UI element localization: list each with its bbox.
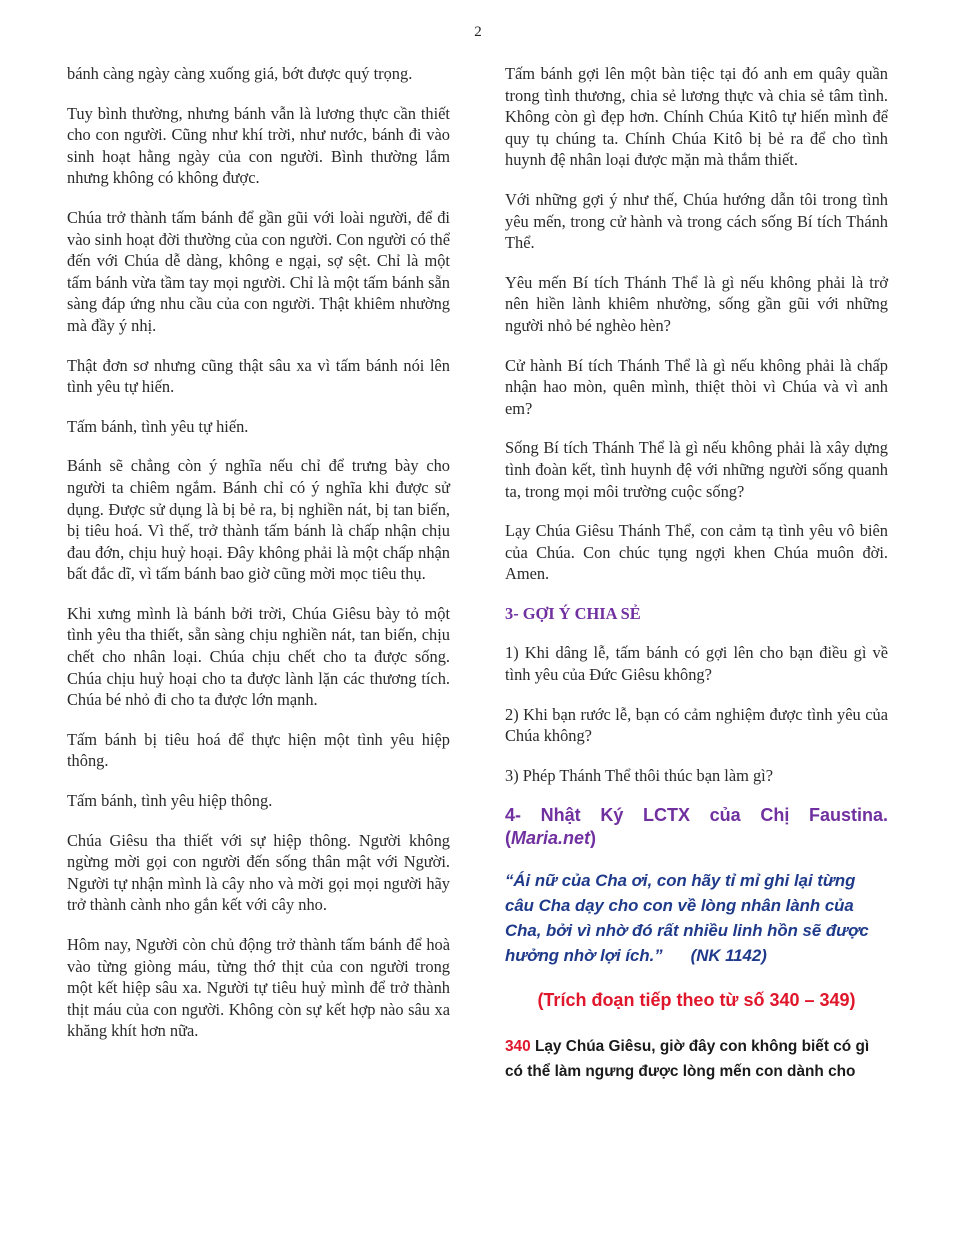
right-paragraph: Sống Bí tích Thánh Thể là gì nếu không phải là xây dựng tình đoàn kết, tình huynh đệ với những người sống quanh ta, trong mọi môi trường cuộc sống? <box>505 438 888 501</box>
left-paragraph: Tấm bánh bị tiêu hoá để thực hiện một tình yêu hiệp thông. <box>67 729 450 771</box>
excerpt-note: (Trích đoạn tiếp theo từ số 340 – 349) <box>537 990 856 1011</box>
left-paragraph: Tấm bánh, tình yêu hiệp thông. <box>67 791 273 811</box>
left-paragraph: Chúa trở thành tấm bánh để gần gũi với loài người, để đi vào sinh hoạt đời thường của con người. Con người có thể đến với Chúa dễ dàng, không e ngại, sợ sệt. Chỉ là một tấm bánh vừa tầm tay mọi người. Chỉ là một tấm bánh sẵn sàng đáp ứng nhu cầu của con người. Thật khiêm nhường mà đầy ý nhị. <box>67 207 450 335</box>
question-item: 3) Phép Thánh Thể thôi thúc bạn làm gì? <box>505 765 773 785</box>
quote-reference: (NK 1142) <box>690 946 767 966</box>
right-paragraph: Lạy Chúa Giêsu Thánh Thể, con cảm tạ tình yêu vô biên của Chúa. Con chúc tụng ngợi khen Chúa muôn đời. Amen. <box>505 521 888 584</box>
diary-quote <box>505 868 888 968</box>
left-paragraph: bánh càng ngày càng xuống giá, bớt được quý trọng. <box>67 64 413 83</box>
right-paragraph: Yêu mến Bí tích Thánh Thể là gì nếu không phải là trở nên hiền lành khiêm nhường, sống gần gũi với những người nhỏ bé nghèo hèn? <box>505 272 888 335</box>
left-paragraph: Chúa Giêsu tha thiết với sự hiệp thông. Người không ngừng mời gọi con người đến sống thân mật với Người. Người tự nhận mình là cây nho và mời gọi mọi người hãy trở thành cành nho gắn kết với cây nho. <box>67 830 450 915</box>
diary-entry <box>505 1034 888 1084</box>
left-paragraph: Tấm bánh, tình yêu tự hiến. <box>67 416 249 436</box>
left-column <box>67 63 450 1060</box>
question-item: 1) Khi dâng lễ, tấm bánh có gợi lên cho bạn điều gì về tình yêu của Đức Giêsu không? <box>505 643 888 685</box>
right-paragraph: Cử hành Bí tích Thánh Thể là gì nếu không phải là chấp nhận hao mòn, quên mình, thiệt thòi vì Chúa và vì anh em? <box>505 355 888 418</box>
section-4-heading <box>505 804 888 850</box>
left-paragraph: Hôm nay, Người còn chủ động trở thành tấm bánh để hoà vào từng giòng máu, từng thớ thịt của con người trong một kết hiệp sâu xa. Người tự tiêu huỷ mình để trở thành thịt máu của con người. Không còn sự kết hợp nào sâu xa khăng khít hơn nữa. <box>67 935 450 1041</box>
left-paragraph: Thật đơn sơ nhưng cũng thật sâu xa vì tấm bánh nói lên tình yêu tự hiến. <box>67 355 450 397</box>
right-column <box>505 63 888 1102</box>
right-paragraph: Tấm bánh gợi lên một bàn tiệc tại đó anh em quây quần trong tình thương, chia sẻ lương thực và chia sẻ tâm tình. Không còn gì đẹp hơn. Chính Chúa Kitô tự hiến mình để quy tụ chúng ta. Chính Chúa Kitô bị bẻ ra để cho tình huynh đệ nhân loại được mặn mà thắm thiết. <box>505 64 888 170</box>
right-paragraph: Với những gợi ý như thế, Chúa hướng dẫn tôi trong tình yêu mến, trong cử hành và trong cách sống Bí tích Thánh Thể. <box>505 189 888 253</box>
section-4-title: 4- Nhật Ký LCTX của Chị Faustina. ( <box>505 805 888 849</box>
left-paragraph: Bánh sẽ chẳng còn ý nghĩa nếu chỉ để trưng bày cho người ta chiêm ngắm. Bánh chỉ có ý nghĩa khi được sử dụng. Được sử dụng là bị bẻ ra, bị nghiền nát, bị tan biến, bị tiêu hoá. Vì thế, trở thành tấm bánh là chấp nhận chịu đau đớn, chịu huỷ hoại. Đây không phải là một chấp nhận bất đắc dĩ, vì tấm bánh bao giờ cũng mời mọc tiêu thụ. <box>67 456 450 584</box>
quote-text: “Ái nữ của Cha ơi, con hãy tỉ mỉ ghi lại từng câu Cha dạy cho con về lòng nhân lành của Cha, bởi vì nhờ đó rất nhiều linh hồn sẽ được hưởng nhờ lợi ích.” <box>505 871 869 966</box>
section-4-source: Maria.net <box>511 828 591 849</box>
page-number: 2 <box>474 24 482 40</box>
section-3-heading: 3- GỢI Ý CHIA SẺ <box>505 603 641 623</box>
entry-number: 340 <box>505 1038 531 1056</box>
left-paragraph: Khi xưng mình là bánh bởi trời, Chúa Giêsu bày tỏ một tình yêu tha thiết, sẵn sàng chịu nghiền nát, tan biến, chịu chết cho nhân loại. Chúa chịu chết cho ta được sống. Chúa chịu huỷ hoại cho ta được lành lặn các thương tích. Chúa bé nhỏ đi cho ta được lớn mạnh. <box>67 603 450 710</box>
section-4-close: ) <box>590 828 597 849</box>
entry-text: Lạy Chúa Giêsu, giờ đây con không biết có gì có thể làm ngưng được lòng mến con dành cho <box>505 1038 870 1081</box>
left-paragraph: Tuy bình thường, nhưng bánh vẫn là lương thực cần thiết cho con người. Cũng như khí trời, như nước, bánh đi vào sinh hoạt hằng ngày của con người. Bình thường lắm nhưng không có không được. <box>67 103 450 188</box>
question-item: 2) Khi bạn rước lễ, bạn có cảm nghiệm được tình yêu của Chúa không? <box>505 704 888 746</box>
